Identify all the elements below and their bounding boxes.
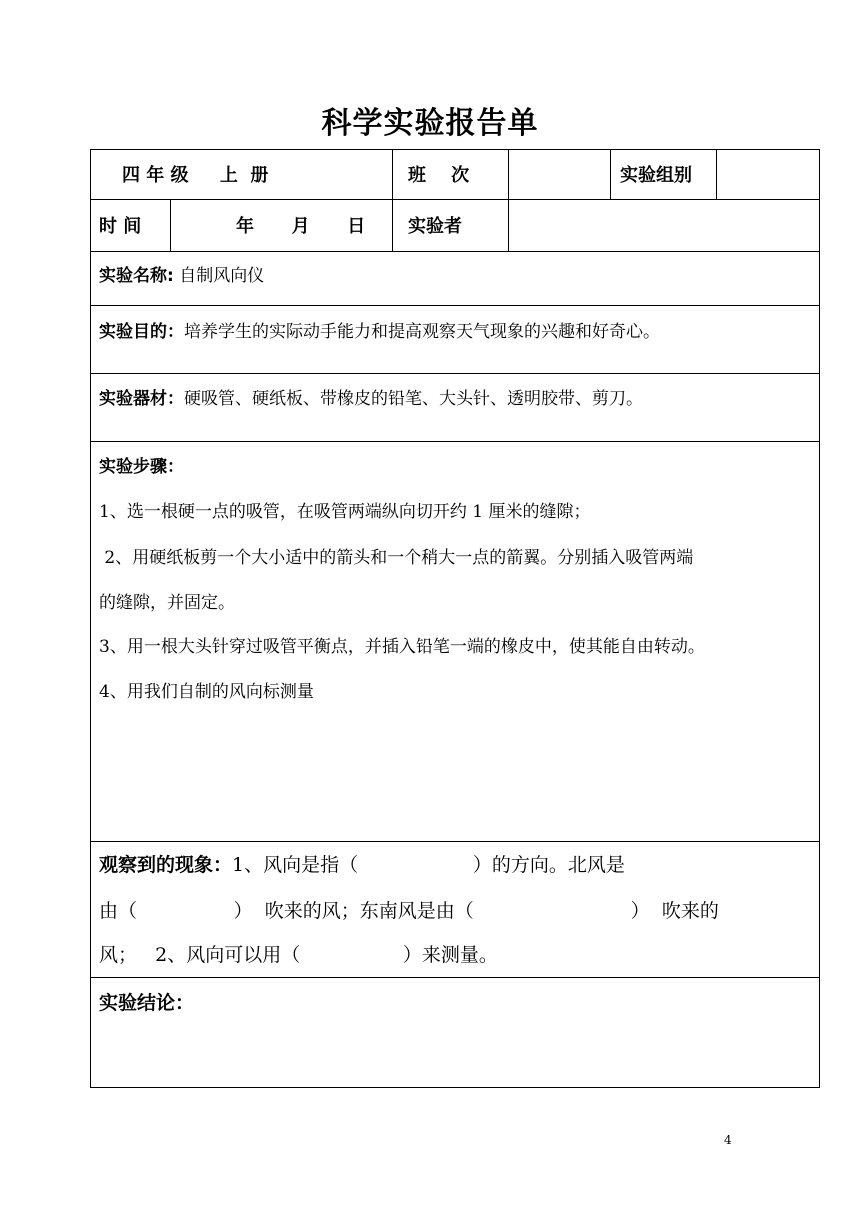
step-line-5: 4、用我们自制的风向标测量 bbox=[99, 682, 314, 702]
experiment-name bbox=[99, 264, 264, 288]
grade-cell: 四 年 级 上 册 bbox=[122, 165, 269, 186]
page-title: 科学实验报告单 bbox=[321, 106, 539, 141]
experiment-steps-label: 实验步骤： bbox=[99, 457, 184, 477]
experiment-materials-value: 硬吸管、硬纸板、带橡皮的铅笔、大头针、透明胶带、剪刀。 bbox=[184, 389, 643, 409]
experiment-purpose bbox=[99, 320, 660, 344]
experiment-purpose-label: 实验目的： bbox=[99, 322, 184, 342]
col-divider bbox=[170, 199, 171, 251]
observation-text-1: 1、风向是指（ ）的方向。北风是 bbox=[232, 854, 625, 876]
experiment-name-label: 实验名称: bbox=[99, 266, 174, 286]
observation-line-1 bbox=[99, 852, 625, 878]
row-divider bbox=[90, 251, 820, 252]
group-value[interactable] bbox=[717, 150, 819, 198]
page-number: 4 bbox=[724, 1133, 732, 1147]
experiment-materials-label: 实验器材： bbox=[99, 389, 184, 409]
col-divider bbox=[610, 149, 611, 199]
step-line-3: 的缝隙，并固定。 bbox=[99, 593, 235, 613]
class-label: 班 次 bbox=[408, 165, 470, 186]
experimenter-value[interactable] bbox=[509, 200, 819, 250]
class-value[interactable] bbox=[509, 150, 609, 198]
observation-line-2: 由（ ） 吹来的风；东南风是由（ ） 吹来的 bbox=[99, 900, 719, 922]
step-line-1: 1、选一根硬一点的吸管，在吸管两端纵向切开约 1 厘米的缝隙； bbox=[99, 502, 591, 522]
step-line-4: 3、用一根大头针穿过吸管平衡点，并插入铅笔一端的橡皮中，使其能自由转动。 bbox=[99, 637, 705, 657]
conclusion-label: 实验结论： bbox=[99, 992, 195, 1014]
row-divider bbox=[90, 305, 820, 306]
experiment-purpose-value: 培养学生的实际动手能力和提高观察天气现象的兴趣和好奇心。 bbox=[184, 322, 660, 342]
time-label: 时 间 bbox=[99, 216, 142, 237]
row-divider bbox=[90, 373, 820, 374]
group-label: 实验组别 bbox=[620, 165, 692, 186]
step-line-2: 2、用硬纸板剪一个大小适中的箭头和一个稍大一点的箭翼。分别插入吸管两端 bbox=[99, 548, 694, 568]
observation-label: 观察到的现象： bbox=[99, 854, 233, 876]
row-divider bbox=[90, 977, 820, 978]
date-field[interactable]: 年 月 日 bbox=[236, 216, 366, 237]
experiment-name-value: 自制风向仪 bbox=[179, 266, 265, 286]
row-divider bbox=[90, 441, 820, 442]
row-divider bbox=[90, 841, 820, 842]
col-divider bbox=[392, 149, 393, 251]
experiment-materials bbox=[99, 387, 643, 411]
experimenter-label: 实验者 bbox=[408, 216, 462, 237]
observation-line-3: 风； 2、风向可以用（ ）来测量。 bbox=[99, 944, 498, 966]
